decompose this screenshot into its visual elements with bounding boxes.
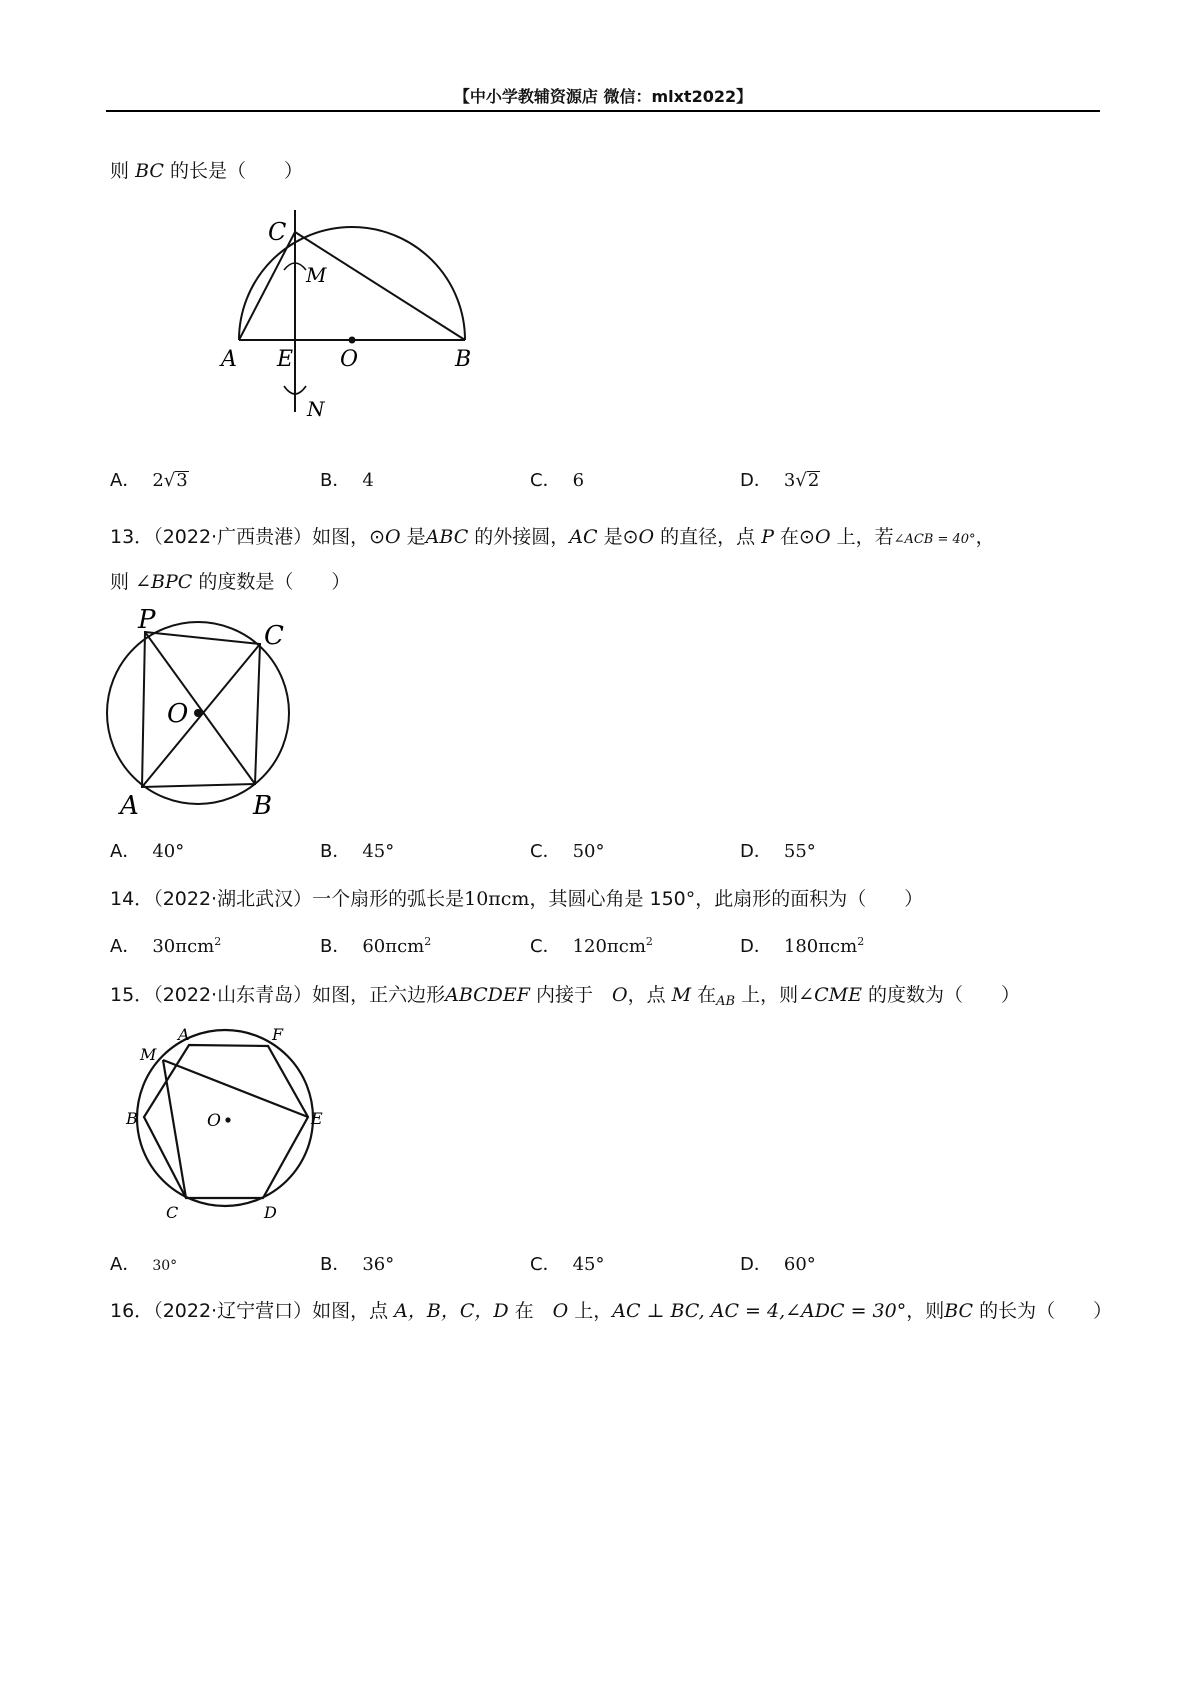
q15-segment-me: [163, 1060, 308, 1117]
q15-option-d[interactable]: [740, 1250, 816, 1276]
q13-option-b-letter: B．: [320, 841, 351, 862]
q13-center-o: [194, 709, 202, 717]
q13-text-7: 上，若: [830, 526, 894, 548]
q14-option-c[interactable]: [530, 932, 653, 958]
q13-label-c: C: [264, 621, 284, 651]
q13-option-c-value: 50°: [572, 841, 605, 862]
q14-arc-length: 10πcm: [464, 888, 530, 910]
q13-label-b: B: [253, 791, 273, 821]
q14-text-1: 一个扇形的弧长是: [312, 888, 465, 910]
q12-option-b[interactable]: [320, 466, 374, 492]
q15-option-c[interactable]: [530, 1250, 604, 1276]
q16-o: O: [552, 1300, 569, 1322]
q15-option-b-letter: B．: [320, 1254, 351, 1275]
q14-number: 14．: [110, 888, 154, 910]
q14-option-b-exponent: 2: [424, 935, 432, 948]
circle-symbol: ⊙: [799, 526, 815, 548]
q15-text-6: 的度数为（ ）: [861, 984, 1021, 1006]
q15-label-b: B: [126, 1109, 138, 1128]
q13-question-line2: [110, 567, 350, 594]
q13-text-5: 的直径，点: [654, 526, 762, 548]
q13-text-4: 是: [597, 526, 623, 548]
q15-option-b-value: 36°: [362, 1254, 395, 1275]
q13-label-p: P: [138, 605, 156, 635]
q12-center-o: [349, 337, 356, 344]
q15-option-a[interactable]: [110, 1250, 177, 1276]
q12-math-bc: BC: [135, 160, 164, 182]
q12-option-d-coef: 3: [783, 470, 796, 491]
q13-text-1: 如图，: [312, 526, 370, 548]
q13-text-6: 在: [773, 526, 800, 548]
q14-option-c-value: 120πcm: [572, 936, 646, 957]
q12-label-e: E: [277, 347, 294, 372]
q12-label-m: M: [306, 263, 327, 287]
q13-option-b-value: 45°: [362, 841, 395, 862]
q13-label-o: O: [167, 699, 189, 729]
q14-option-a-value: 30πcm: [152, 936, 215, 957]
q15-angle-cme: ∠CME: [798, 984, 862, 1006]
q16-bc: BC: [944, 1300, 974, 1322]
circle-placeholder-icon: [534, 1300, 553, 1322]
q12-option-a[interactable]: A． 2√3: [110, 470, 188, 491]
q16-number: 16．: [110, 1300, 154, 1322]
q15-label-c: C: [166, 1203, 179, 1222]
q14-text-2: ，其圆心角是 150°，此扇形的面积为（ ）: [529, 888, 924, 910]
q15-option-a-value: 30°: [152, 1258, 178, 1274]
q14-option-a-letter: A．: [110, 936, 141, 957]
q14-option-d-value: 180πcm: [783, 936, 858, 957]
q15-option-d-letter: D．: [740, 1254, 772, 1275]
q14-question: [110, 884, 923, 911]
q12-segment-ac: [239, 232, 295, 340]
q14-option-b-letter: B．: [320, 936, 351, 957]
q16-text-5: 的长为（ ）: [973, 1300, 1113, 1322]
q12-label-a: A: [221, 347, 237, 372]
q14-option-a-exponent: 2: [214, 935, 222, 948]
q12-label-o: O: [340, 347, 359, 372]
q14-option-d[interactable]: [740, 932, 864, 958]
q14-option-b-value: 60πcm: [362, 936, 425, 957]
q13-option-c[interactable]: [530, 837, 604, 863]
q16-text-3: 上，: [568, 1300, 613, 1322]
q13-option-d[interactable]: [740, 837, 816, 863]
q13-angle-condition: ∠ACB = 40°: [893, 532, 976, 547]
q15-circle: [137, 1030, 313, 1206]
q15-option-c-value: 45°: [572, 1254, 605, 1275]
q15-text-5: 上，则: [735, 984, 799, 1006]
q15-text-4: 在: [691, 984, 717, 1006]
q15-source: （2022·山东青岛）: [153, 984, 313, 1006]
q15-hexagon-name: ABCDEF: [445, 984, 530, 1006]
q13-line2-prefix: 则: [110, 571, 130, 593]
q15-option-c-letter: C．: [530, 1254, 561, 1275]
q15-text-3: ，点: [627, 984, 672, 1006]
q15-figure: [100, 1020, 340, 1230]
q15-question: [110, 980, 1020, 1007]
q13-ac: AC: [569, 526, 598, 548]
q12-label-c: C: [268, 218, 287, 246]
q16-text-4: ，则: [906, 1300, 945, 1322]
q12-option-d-letter: D．: [740, 470, 772, 491]
q15-center-o: [225, 1117, 230, 1122]
q12-option-c-value: 6: [572, 470, 585, 491]
q13-line2-suffix: 的度数是（ ）: [198, 571, 351, 593]
q15-option-a-letter: A．: [110, 1254, 141, 1275]
q14-option-c-letter: C．: [530, 936, 561, 957]
q16-text-1: 如图，点: [312, 1300, 395, 1322]
q15-option-d-value: 60°: [783, 1254, 816, 1275]
q15-label-e: E: [311, 1109, 323, 1128]
q15-option-b[interactable]: [320, 1250, 394, 1276]
q15-label-o: O: [207, 1111, 221, 1131]
q16-source: （2022·辽宁营口）: [153, 1300, 313, 1322]
q14-source: （2022·湖北武汉）: [153, 888, 313, 910]
q16-question: [110, 1296, 1112, 1323]
q15-label-m: M: [140, 1045, 157, 1064]
q15-text-2: 内接于: [529, 984, 594, 1006]
q12-label-n: N: [307, 397, 325, 421]
q13-source: （2022·广西贵港）: [153, 526, 313, 548]
q15-number: 15．: [110, 984, 154, 1006]
q13-question-line1: [110, 522, 995, 549]
q13-option-a-letter: A．: [110, 841, 141, 862]
q14-option-c-exponent: 2: [645, 935, 653, 948]
q13-option-d-value: 55°: [783, 841, 816, 862]
q15-label-f: F: [272, 1025, 284, 1044]
q15-o: O: [612, 984, 628, 1006]
q13-option-a[interactable]: [110, 837, 184, 863]
q16-condition: AC ⊥ BC, AC = 4,∠ADC = 30°: [612, 1300, 907, 1322]
q15-label-a: A: [178, 1025, 190, 1044]
q13-option-b[interactable]: [320, 837, 394, 863]
q12-option-c[interactable]: [530, 466, 584, 492]
q13-text-3: 的外接圆，: [468, 526, 570, 548]
circle-symbol: ⊙: [369, 526, 386, 548]
q14-option-b[interactable]: [320, 932, 431, 958]
q12-option-a-letter: A．: [110, 470, 141, 491]
header-rule: [106, 110, 1100, 112]
q12-suffix: 的长是（ ）: [169, 160, 303, 182]
q12-label-b: B: [455, 347, 472, 372]
q16-points: A，B，C，D: [394, 1300, 509, 1322]
q12-option-c-letter: C．: [530, 470, 561, 491]
q13-option-c-letter: C．: [530, 841, 561, 862]
page-header: 【中小学教辅资源店 微信：mlxt2022】: [453, 87, 753, 106]
q13-angle-bpc: ∠BPC: [135, 571, 193, 593]
circle-symbol: ⊙: [622, 526, 639, 548]
q14-option-d-letter: D．: [740, 936, 772, 957]
q12-option-b-letter: B．: [320, 470, 351, 491]
q13-o: O: [814, 526, 831, 548]
q15-m: M: [671, 984, 692, 1006]
q12-option-d-radicand: 2: [807, 470, 820, 491]
q12-option-a-coef: 2: [152, 470, 164, 491]
q13-text-8: ，: [975, 526, 995, 548]
q13-segment-pb: [145, 632, 255, 784]
circle-placeholder-icon: [593, 984, 612, 1006]
q15-label-d: D: [264, 1203, 277, 1222]
q12-option-a-radicand: 3: [176, 470, 188, 491]
q12-prefix: 则: [110, 160, 130, 182]
q12-figure: [100, 190, 472, 430]
q13-number: 13．: [110, 526, 154, 548]
q14-option-a[interactable]: [110, 932, 221, 958]
q13-label-a: A: [120, 791, 139, 821]
q16-text-2: 在: [508, 1300, 534, 1322]
q13-abc: ABC: [425, 526, 469, 548]
q12-option-d[interactable]: D． 3√2: [740, 470, 820, 491]
q13-option-a-value: 40°: [152, 841, 185, 862]
q13-p: P: [761, 526, 774, 548]
q13-text-2: 是: [400, 526, 426, 548]
q13-figure: [100, 600, 300, 820]
q12-option-b-value: 4: [362, 470, 374, 491]
q14-option-d-exponent: 2: [857, 935, 865, 948]
q13-option-d-letter: D．: [740, 841, 772, 862]
q13-o: O: [638, 526, 655, 548]
q15-text-1: 如图，正六边形: [312, 984, 446, 1006]
q13-o: O: [385, 526, 401, 548]
q15-arc-ab: AB: [716, 994, 736, 1009]
q12-question-tail: [110, 156, 303, 183]
